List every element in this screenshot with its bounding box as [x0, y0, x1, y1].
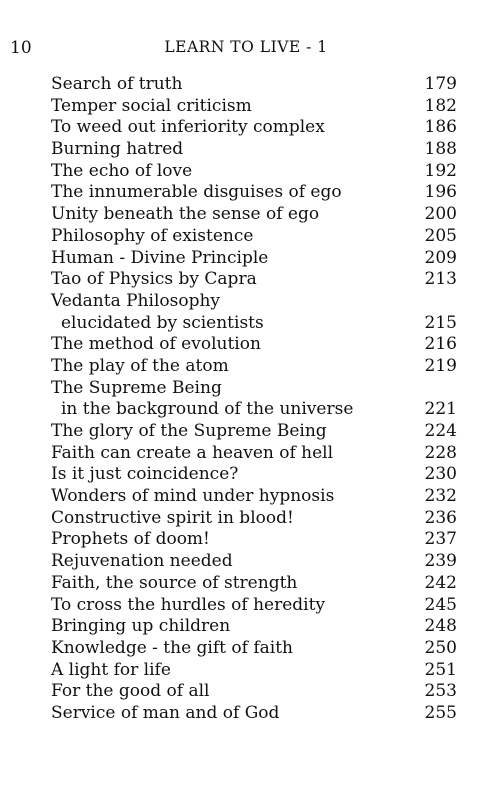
toc-entry — [51, 508, 457, 530]
toc-entry — [51, 334, 457, 356]
toc-entry-title: For the good of all — [51, 681, 210, 702]
toc-entry — [51, 74, 457, 96]
toc-entry — [51, 703, 457, 725]
toc-entry-title: Vedanta Philosophy — [51, 290, 221, 311]
toc-entry-page: 192 — [424, 160, 457, 181]
toc-entry — [51, 595, 457, 617]
toc-entry-title: Search of truth — [51, 74, 183, 94]
toc-entry-title: The innumerable disguises of ego — [51, 182, 342, 203]
toc-entry-page: 179 — [424, 74, 457, 94]
toc-entry-page: 232 — [424, 486, 457, 507]
toc-entry — [51, 551, 457, 573]
toc-entry-title: Is it just coincidence? — [51, 464, 239, 485]
toc-entry-page: 209 — [424, 247, 457, 268]
toc-entry — [51, 161, 457, 183]
toc-entry-title: Prophets of doom! — [51, 529, 210, 550]
toc-entry-title: The method of evolution — [51, 334, 261, 355]
toc-entry-title: Tao of Physics by Capra — [51, 269, 257, 290]
toc-entry-title: elucidated by scientists — [61, 312, 264, 333]
toc-entry — [51, 248, 457, 270]
toc-entry-page: 196 — [424, 182, 457, 203]
toc-entry-page: 221 — [424, 399, 457, 420]
page-number: 10 — [10, 38, 32, 58]
toc-entry-page: 245 — [424, 594, 457, 615]
toc-entry-page: 224 — [424, 421, 457, 441]
toc-entry — [51, 356, 457, 378]
toc-entry — [51, 421, 457, 443]
toc-entry — [51, 226, 457, 248]
toc-entry — [51, 96, 457, 118]
toc-entry — [51, 291, 457, 313]
toc-entry-page: 186 — [424, 117, 457, 138]
toc-entry-title: in the background of the universe — [61, 399, 354, 420]
toc-entry-title: Rejuvenation needed — [51, 551, 233, 572]
toc-entry-page: 239 — [424, 551, 457, 572]
table-of-contents — [51, 74, 457, 725]
toc-entry — [51, 204, 457, 226]
toc-entry — [51, 638, 457, 660]
toc-entry-page: 216 — [424, 334, 457, 355]
toc-entry-page: 205 — [424, 225, 457, 246]
toc-entry-title: The Supreme Being — [51, 377, 222, 398]
toc-entry — [51, 464, 457, 486]
toc-entry — [51, 616, 457, 638]
toc-entry-page: 200 — [424, 204, 457, 225]
toc-entry — [51, 681, 457, 703]
toc-entry-page: 236 — [424, 507, 457, 528]
toc-entry-page: 242 — [424, 572, 457, 593]
toc-entry-page: 182 — [424, 95, 457, 116]
running-title: LEARN TO LIVE - 1 — [164, 38, 328, 56]
toc-entry-title: Philosophy of existence — [51, 225, 254, 246]
toc-entry-title: Service of man and of God — [51, 702, 280, 723]
toc-entry-title: A light for life — [51, 659, 171, 680]
toc-entry — [51, 182, 457, 204]
toc-entry — [51, 139, 457, 161]
toc-entry-page: 228 — [424, 442, 457, 463]
toc-entry — [51, 269, 457, 291]
toc-entry-title: The echo of love — [51, 160, 193, 181]
toc-entry — [51, 573, 457, 595]
page-header — [0, 38, 492, 62]
toc-entry-continuation — [51, 399, 457, 421]
toc-entry-page: 253 — [424, 681, 457, 702]
toc-entry-title: Burning hatred — [51, 139, 184, 160]
toc-entry-page: 213 — [424, 269, 457, 290]
toc-entry-title: Wonders of mind under hypnosis — [51, 486, 335, 507]
toc-entry-title: The glory of the Supreme Being — [51, 421, 327, 441]
toc-entry — [51, 117, 457, 139]
toc-entry-page: 237 — [424, 529, 457, 550]
toc-entry-title: Human - Divine Principle — [51, 247, 269, 268]
toc-entry-page: 251 — [424, 659, 457, 680]
toc-entry-title: The play of the atom — [51, 355, 229, 376]
toc-entry — [51, 529, 457, 551]
toc-entry-title: To cross the hurdles of heredity — [51, 594, 326, 615]
toc-entry-page: 230 — [424, 464, 457, 485]
toc-entry-page: 215 — [424, 312, 457, 333]
toc-entry-page: 255 — [424, 702, 457, 723]
toc-entry-title: Unity beneath the sense of ego — [51, 204, 320, 225]
toc-entry-title: Knowledge - the gift of faith — [51, 637, 293, 658]
toc-entry-page: 250 — [424, 637, 457, 658]
toc-entry-page: 188 — [424, 139, 457, 160]
toc-entry-title: Faith can create a heaven of hell — [51, 442, 334, 463]
toc-entry-continuation — [51, 313, 457, 335]
toc-entry-page: 248 — [424, 616, 457, 637]
toc-entry — [51, 660, 457, 682]
toc-entry — [51, 486, 457, 508]
toc-entry-title: Temper social criticism — [51, 95, 252, 116]
toc-entry-title: Constructive spirit in blood! — [51, 507, 294, 528]
toc-entry-title: Bringing up children — [51, 616, 231, 637]
toc-entry — [51, 443, 457, 465]
toc-entry — [51, 378, 457, 400]
toc-entry-title: To weed out inferiority complex — [51, 117, 325, 138]
toc-entry-title: Faith, the source of strength — [51, 572, 298, 593]
toc-entry-page: 219 — [424, 355, 457, 376]
